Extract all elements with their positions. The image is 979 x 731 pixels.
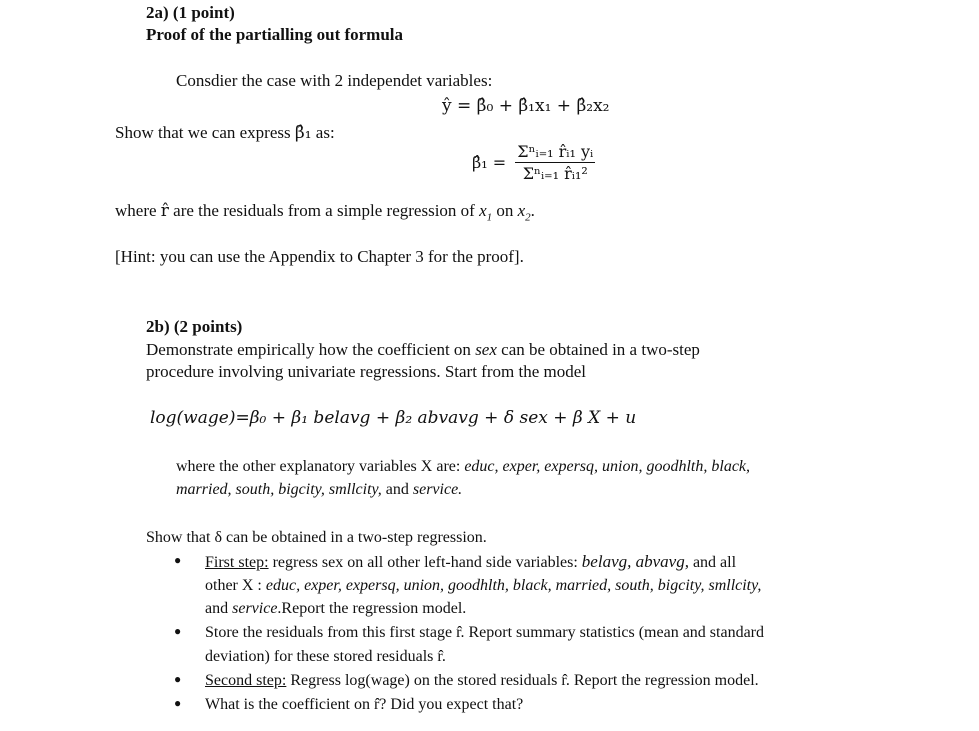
- formula-fraction: [515, 142, 595, 183]
- formula-numerator: Σⁿᵢ₌₁ r̂ᵢ₁ yᵢ: [517, 142, 594, 161]
- part-b-line1: Demonstrate empirically how the coefficient on sex can be obtained in a two-step: [146, 340, 700, 359]
- where-x2: $x_2$: [517, 201, 531, 224]
- formula-denominator: Σⁿᵢ₌₁ r̂ᵢ₁²: [522, 164, 588, 183]
- part-a-intro: Consdier the case with 2 independet variables:: [176, 71, 493, 90]
- part-a-heading: 2a) (1 point): [146, 3, 235, 22]
- bullet4: What is the coefficient on r̂? Did you expect that?: [205, 696, 524, 713]
- where-x1: $x_1$: [479, 201, 493, 224]
- b1-line2-vars: educ, exper, expersq, union, goodhlth, black, married, south, bigcity, smllcity,: [265, 577, 762, 594]
- part-b-heading: 2b) (2 points): [146, 317, 243, 336]
- part-a-title: Proof of the partialling out formula: [146, 25, 404, 44]
- bullet1-line1: First step: regress sex on all other left-hand side variables: belavg, abvavg, and all: [205, 552, 737, 571]
- bullet3: Second step: Regress log(wage) on the stored residuals r̂. Report the regression model.: [205, 672, 759, 689]
- bullet-dot: ●: [174, 696, 182, 710]
- partial-formula: [472, 142, 595, 183]
- vars-line1: where the other explanatory variables X are: educ, exper, expersq, union, goodhlth, black,: [176, 458, 751, 475]
- show-that-tail: as:: [315, 123, 335, 142]
- vars-list2: married, south, bigcity, smllcity,: [176, 481, 382, 498]
- bullet2-line1: Store the residuals from this first stage r̂. Report summary statistics (mean and standard: [205, 624, 764, 641]
- bullet-dot: ●: [174, 553, 182, 567]
- show-delta-line: Show that δ can be obtained in a two-step regression.: [146, 529, 487, 546]
- vars-line2: married, south, bigcity, smllcity, and service.: [176, 481, 463, 498]
- where-line: [115, 200, 535, 222]
- where-on: on: [496, 201, 514, 220]
- where-end: .: [530, 201, 535, 220]
- model-equation: ŷ = β̂₀ + β̂₁x₁ + β̂₂x₂: [442, 96, 610, 116]
- second-step-label: Second step:: [205, 672, 287, 689]
- where-rhat: r̂: [160, 201, 169, 221]
- b1-vars: belavg, abvavg,: [581, 552, 689, 571]
- wage-model-equation: log(wage)=β₀ + β₁ belavg + β₂ abvavg + δ sex + β X + u: [150, 408, 637, 428]
- hint-line: [Hint: you can use the Appendix to Chapter 3 for the proof].: [115, 247, 524, 266]
- vars-service: service.: [412, 481, 463, 498]
- where-pre: where: [115, 201, 157, 220]
- sex-word: sex: [475, 340, 497, 359]
- part-b-line2: procedure involving univariate regressions. Start from the model: [146, 362, 586, 381]
- formula-lhs: β̂₁ =: [472, 153, 507, 172]
- first-step-label: First step:: [205, 554, 269, 571]
- where-mid: are the residuals from a simple regression of: [173, 201, 475, 220]
- show-that-line: [115, 122, 335, 144]
- beta1-symbol: β̂₁: [294, 123, 312, 143]
- vars-list1: educ, exper, expersq, union, goodhlth, black,: [464, 458, 751, 475]
- bullet1-line2: other X : educ, exper, expersq, union, goodhlth, black, married, south, bigcity, smllcity,: [205, 577, 762, 594]
- bullet-dot: ●: [174, 672, 182, 686]
- bullet-dot: ●: [174, 624, 182, 638]
- bullet2-line2: deviation) for these stored residuals r̂.: [205, 648, 446, 665]
- bullet1-line3: and service.Report the regression model.: [205, 600, 467, 617]
- b1-service: service: [232, 600, 278, 617]
- show-that-text: Show that we can express: [115, 123, 291, 142]
